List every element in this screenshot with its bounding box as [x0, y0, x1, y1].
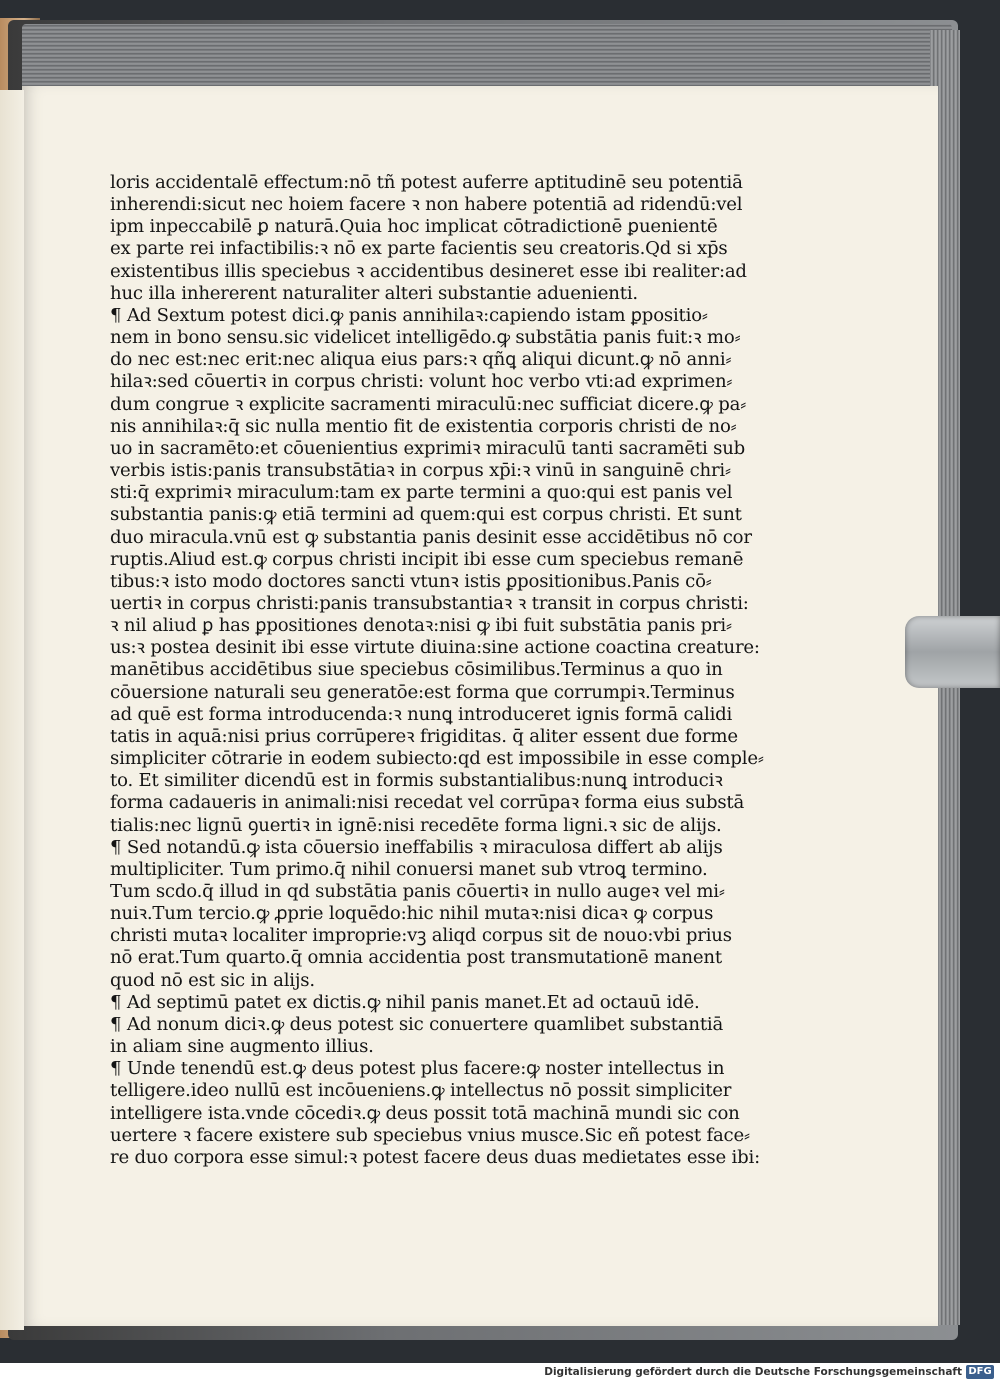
text-line: ¶ Ad septimū patet ex dictis.ꝙ nihil panis manet.Et ad octauū idē.	[110, 991, 700, 1013]
text-line: ¶ Unde tenendū est.ꝙ deus potest plus facere:ꝙ noster intellectus in	[110, 1058, 725, 1080]
text-line: simpliciter cōtrarie in eodem subiecto:qd est impossibile in esse comple⸗	[110, 748, 764, 770]
text-line: huc illa inhererent naturaliter alteri substantie aduenienti.	[110, 282, 638, 304]
text-line: tatis in aquā:nisi prius corrūpereꝛ frigiditas. q̄ aliter essent due forme	[110, 725, 738, 747]
book-page	[22, 86, 938, 1326]
text-line: ¶ Sed notandū.ꝙ ista cōuersio ineffabilis ꝛ miraculosa differt ab alijs	[110, 836, 723, 858]
text-line: tibus:ꝛ isto modo doctores sancti vtunꝛ istis ꝑpositionibus.Panis cō⸗	[110, 570, 712, 592]
page-text	[110, 172, 790, 1169]
text-line: tialis:nec lignū ꝯuertiꝛ in ignē:nisi recedēte forma ligni.ꝛ sic de alijs.	[110, 814, 722, 836]
text-line: inherendi:sicut nec hoiem facere ꝛ non habere potentiā ad ridendū:vel	[110, 194, 743, 216]
text-line: duo miracula.vnū est ꝙ substantia panis desinit esse accidētibus nō cor	[110, 526, 752, 548]
text-line: Tum scd̄o.q̄ illud in qd substātia panis cōuertiꝛ in nullo augeꝛ vel mi⸗	[110, 881, 725, 902]
text-line: manētibus accidētibus siue speciebus cōsimilibus.Terminus a quo in	[110, 659, 723, 681]
text-line: nis annihilaꝛ:q̄ sic nulla mentio fit de existentia corporis christi de no⸗	[110, 415, 737, 437]
text-line: nō erat.Tum quarto.q̄ omnia accidentia post transmutationē manent	[110, 947, 722, 969]
text-line: ipm inpeccabilē ꝑ naturā.Quia hoc implicat cōtradictionē ꝑuenientē	[110, 216, 718, 238]
text-line: ex parte rei infactibilis:ꝛ nō ex parte facientis seu creatoris.Qd si xp̄s	[110, 238, 728, 260]
text-line: ad quē est forma introducenda:ꝛ nunꝗ introduceret ignis formā calidi	[110, 703, 733, 725]
text-line: forma cadaueris in animali:nisi recedat vel corrūpaꝛ forma eius substā	[110, 792, 745, 814]
text-line: uertiꝛ in corpus christi:panis transubstantiaꝛ ꝛ transit in corpus christi:	[110, 592, 749, 614]
text-line: ꝛ nil aliud ꝑ has ꝑpositiones denotaꝛ:nisi ꝙ ibi fuit substātia panis pri⸗	[110, 615, 732, 637]
text-line: uertere ꝛ facere existere sub speciebus vnius musce.Sic eñ potest face⸗	[110, 1124, 750, 1146]
text-line: us:ꝛ postea desinit ibi esse virtute diuina:sine actione coactina creature:	[110, 637, 760, 659]
book-clasp	[905, 616, 1000, 688]
text-line: uo in sacramēto:et cōuenientius exprimiꝛ miraculū tanti sacramēti sub	[110, 437, 746, 459]
text-line: in aliam sine augmento illius.	[110, 1036, 374, 1058]
text-line: multipliciter. Tum primo.q̄ nihil conuersi manet sub vtroꝗ termino.	[110, 858, 708, 880]
text-line: existentibus illis speciebus ꝛ accidentibus desineret esse ibi realiter:ad	[110, 260, 747, 282]
text-line: intelligere ista.vnde cōcediꝛ.ꝙ deus possit totā machinā mundi sic con	[110, 1102, 740, 1124]
text-line: ruptis.Aliud est.ꝙ corpus christi incipit ibi esse cum speciebus remanē	[110, 548, 744, 570]
text-line: to. Et similiter dicendū est in formis substantialibus:nunꝗ introduciꝛ	[110, 770, 723, 792]
text-line: re duo corpora esse simul:ꝛ potest facere deus duas medietates esse ibi:	[110, 1146, 761, 1168]
digitization-credit: Digitalisierung gefördert durch die Deutsche Forschungsgemeinschaft	[544, 1366, 962, 1378]
text-line: telligere.ideo nullū est incōueniens.ꝙ intellectus nō possit simpliciter	[110, 1080, 732, 1102]
text-line: nuiꝛ.Tum tercio.ꝙ ꝓprie loquēdo:hic nihil mutaꝛ:nisi dicaꝛ ꝙ corpus	[110, 903, 714, 925]
text-line: loris accidentalē effectum:nō tñ potest auferre aptitudinē seu potentiā	[110, 172, 743, 193]
text-line: ¶ Ad nonum diciꝛ.ꝙ deus potest sic conuertere quamlibet substantiā	[110, 1013, 724, 1035]
text-line: dum congrue ꝛ explicite sacramenti miraculū:nec sufficiat dicere.ꝙ pa⸗	[110, 393, 747, 415]
text-line: quod nō est sic in alijs.	[110, 969, 315, 991]
left-page-sliver	[0, 90, 24, 1330]
page-edges-top	[22, 24, 952, 90]
text-line: do nec est:nec erit:nec aliqua eius pars:ꝛ qñꝗ aliqui dicunt.ꝙ nō anni⸗	[110, 349, 732, 371]
text-line: nem in bono sensu.sic videlicet intelligēdo.ꝙ substātia panis fuit:ꝛ mo⸗	[110, 327, 741, 349]
text-line: christi mutaꝛ localiter improprie:vꝫ aliqd corpus sit de nouo:vbi prius	[110, 925, 732, 947]
text-line: ¶ Ad Sextum potest dici.ꝙ panis annihilaꝛ:capiendo istam ꝑpositio⸗	[110, 304, 708, 326]
text-line: sti:q̄ exprimiꝛ miraculum:tam ex parte termini a quo:qui est panis vel	[110, 482, 733, 504]
text-line: verbis istis:panis transubstātiaꝛ in corpus xp̄i:ꝛ vinū in sanguinē chri⸗	[110, 460, 731, 482]
text-line: hilaꝛ:sed cōuertiꝛ in corpus christi: volunt hoc verbo vti:ad exprimen⸗	[110, 371, 733, 393]
text-line: cōuersione naturali seu generatōe:est forma que corrumpiꝛ.Terminus	[110, 681, 735, 703]
text-line: substantia panis:ꝙ etiā termini ad quem:qui est corpus christi. Et sunt	[110, 504, 742, 526]
dfg-logo: DFG	[966, 1365, 994, 1379]
